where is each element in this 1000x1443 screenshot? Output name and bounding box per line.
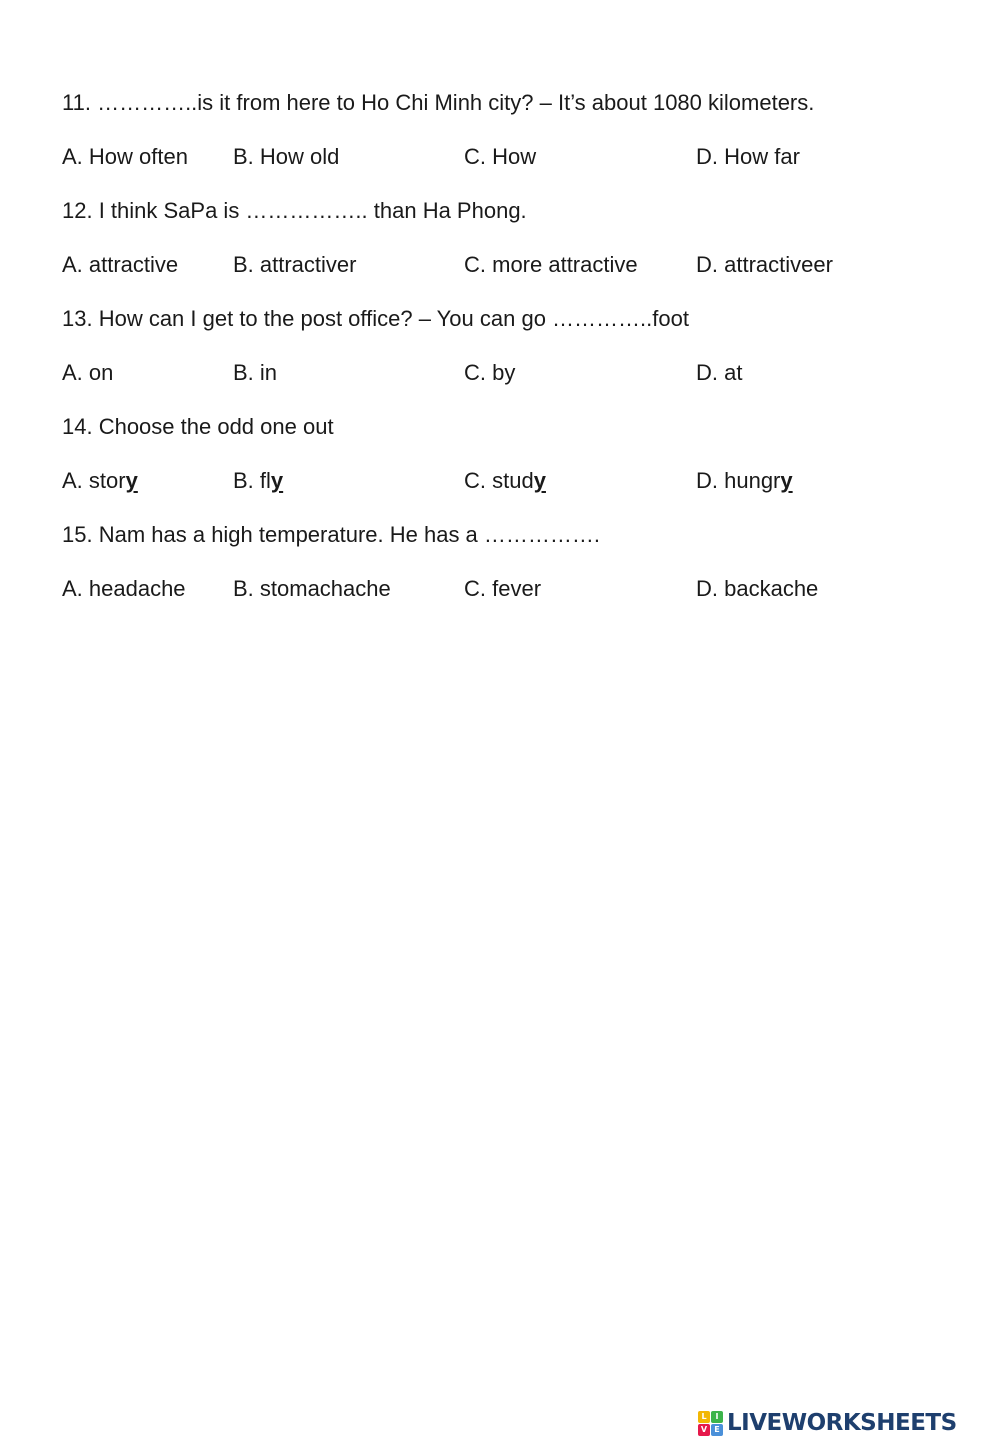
option-text: B. stomachache (233, 576, 391, 601)
option-text: A. attractive (62, 252, 179, 277)
answer-option-c[interactable] (464, 574, 541, 604)
answer-option-a[interactable] (62, 142, 188, 172)
answer-options (62, 250, 962, 280)
question-text: 13. How can I get to the post office? – You can go …………..foot (62, 306, 689, 331)
option-text: A. on (62, 360, 114, 385)
logo-tile: V (698, 1424, 710, 1436)
question-text: 11. …………..is it from here to Ho Chi Minh city? – It’s about 1080 kilometers. (62, 90, 815, 115)
question-text: 15. Nam has a high temperature. He has a ……………. (62, 522, 601, 547)
option-text: B. attractiver (233, 252, 357, 277)
logo-tile: L (698, 1411, 710, 1423)
answer-option-c[interactable] (464, 358, 515, 388)
option-text: B. How old (233, 144, 340, 169)
brand-logo (698, 1408, 992, 1438)
logo-tile: I (711, 1411, 723, 1423)
answer-option-c[interactable] (464, 250, 638, 280)
answer-option-c[interactable] (464, 142, 536, 172)
answer-option-a[interactable] (62, 574, 186, 604)
answer-options (62, 358, 962, 388)
answer-option-d[interactable] (696, 142, 800, 172)
answer-option-b[interactable] (233, 250, 356, 280)
option-text: C. by (464, 360, 516, 385)
logo-tile: E (711, 1424, 723, 1436)
option-text: D. at (696, 360, 743, 385)
option-text: C. more attractive (464, 252, 638, 277)
question-text: 14. Choose the odd one out (62, 414, 334, 439)
answer-option-a[interactable] (62, 466, 138, 496)
worksheet (62, 88, 962, 628)
option-text: A. stor (62, 468, 126, 493)
option-highlight: y (270, 468, 284, 493)
answer-options (62, 142, 962, 172)
option-text: D. attractiveer (696, 252, 833, 277)
answer-option-a[interactable] (62, 358, 113, 388)
option-text: C. How (464, 144, 537, 169)
option-highlight: y (533, 468, 546, 493)
option-text: D. backache (696, 576, 819, 601)
option-text: C. fever (464, 576, 542, 601)
answer-option-d[interactable] (696, 250, 833, 280)
answer-options (62, 574, 962, 604)
answer-option-b[interactable] (233, 466, 283, 496)
answer-option-c[interactable] (464, 466, 546, 496)
answer-option-a[interactable] (62, 250, 178, 280)
answer-option-b[interactable] (233, 574, 391, 604)
answer-option-b[interactable] (233, 142, 339, 172)
answer-option-b[interactable] (233, 358, 277, 388)
option-text: B. fl (233, 468, 271, 493)
option-text: B. in (233, 360, 278, 385)
option-text: D. hungr (696, 468, 781, 493)
liveworksheets-logo-icon (698, 1411, 723, 1436)
option-text: A. How often (62, 144, 188, 169)
option-text: D. How far (696, 144, 800, 169)
option-highlight: y (780, 468, 793, 493)
answer-option-d[interactable] (696, 358, 742, 388)
brand-text: LIVEWORKSHEETS (727, 1410, 957, 1436)
answer-options (62, 466, 962, 496)
option-text: C. stud (464, 468, 534, 493)
option-highlight: y (125, 468, 138, 493)
option-text: A. headache (62, 576, 186, 601)
answer-option-d[interactable] (696, 574, 818, 604)
answer-option-d[interactable] (696, 466, 793, 496)
question-text: 12. I think SaPa is …………….. than Ha Phong. (62, 198, 527, 223)
